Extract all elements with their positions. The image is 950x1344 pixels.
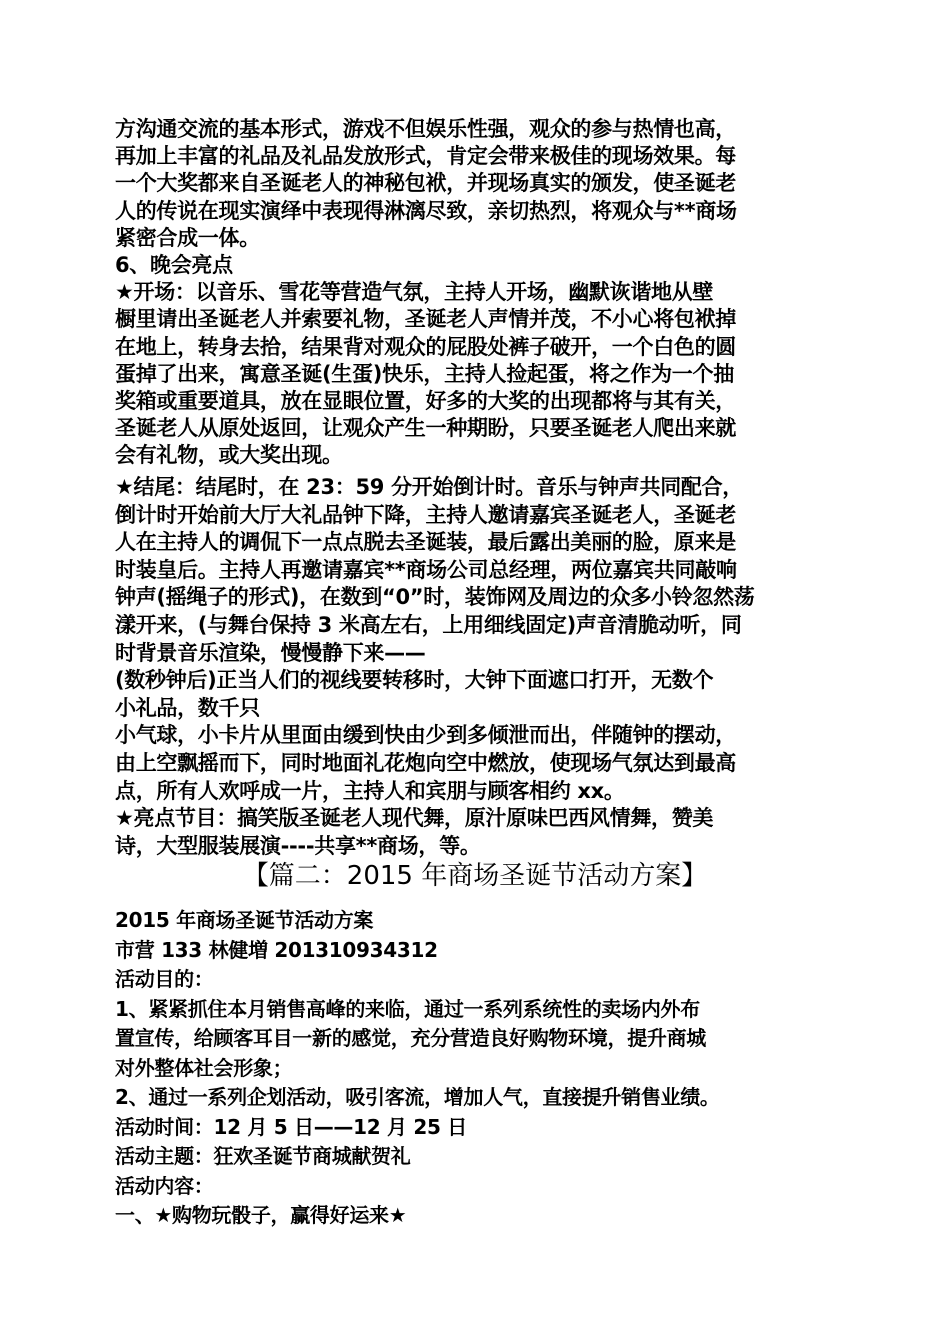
text-line: 会有礼物，或大奖出现。 (115, 443, 343, 468)
text-line: 紧密合成一体。 (115, 225, 260, 250)
text-line: 倒计时开始前大厅大礼品钟下降，主持人邀请嘉宾圣诞老人，圣诞老 (115, 502, 736, 527)
body-text-mid (115, 474, 840, 860)
text-line: 点，所有人欢呼成一片，主持人和宾朋与顾客相约 xx。 (115, 778, 625, 803)
body-text-top (115, 116, 840, 470)
text-line: 时装皇后。主持人再邀请嘉宾**商场公司总经理，两位嘉宾共同敲响 (115, 557, 737, 582)
text-line: 一个大奖都来自圣诞老人的神秘包袱，并现场真实的颁发，使圣诞老 (115, 171, 736, 196)
text-line: 2、通过一系列企划活动，吸引客流，增加人气，直接提升销售业绩。 (115, 1085, 720, 1109)
text-line: 人的传说在现实演绎中表现得淋漓尽致，亲切热烈，将观众与**商场 (115, 198, 737, 223)
text-line: 活动时间：12 月 5 日——12 月 25 日 (115, 1114, 467, 1139)
section-heading: 【篇二：2015 年商场圣诞节活动方案】 (242, 861, 708, 891)
text-line: 活动主题：狂欢圣诞节商城献贺礼 (115, 1144, 411, 1168)
plan-title: 2015 年商场圣诞节活动方案 (115, 908, 374, 932)
author-line: 市营 133 林健増 201310934312 (115, 937, 438, 962)
text-line: 诗，大型服装展演----共享**商场，等。 (115, 833, 481, 858)
text-line: ★亮点节目：搞笑版圣诞老人现代舞，原汁原味巴西风情舞，赞美 (115, 806, 714, 831)
text-line: 方沟通交流的基本形式，游戏不但娱乐性强，观众的参与热情也高， (115, 117, 736, 141)
text-line: 蛋掉了出来，寓意圣诞(生蛋)快乐，主持人捡起蛋，将之作为一个抽 (115, 361, 734, 386)
text-line: 再加上丰富的礼品及礼品发放形式，肯定会带来极佳的现场效果。每 (115, 144, 736, 169)
text-line: 1、紧紧抓住本月销售高峰的来临，通过一系列系统性的卖场内外布 (115, 996, 700, 1021)
text-line: 活动目的： (115, 967, 214, 991)
section-title: 6、晚会亮点 (115, 253, 233, 278)
text-line: ★开场：以音乐、雪花等营造气氛，主持人开场，幽默诙谐地从壁 (115, 280, 714, 305)
text-line: 对外整体社会形象； (115, 1055, 293, 1080)
text-line: ★结尾：结尾时，在 23：59 分开始倒计时。音乐与钟声共同配合， (115, 475, 743, 499)
text-line: 小气球，小卡片从里面由缓到快由少到多倾泄而出，伴随钟的摆动， (115, 723, 736, 748)
text-line: 一、★购物玩骰子，赢得好运来★ (115, 1203, 407, 1227)
text-line: 置宣传，给顾客耳目一新的感觉，充分营造良好购物环境，提升商城 (115, 1026, 706, 1050)
text-line: 漾开来，(与舞台保持 3 米高左右，上用细线固定)声音清脆动听，同 (115, 612, 742, 637)
text-line: (数秒钟后)正当人们的视线要转移时，大钟下面遮口打开，无数个 (115, 668, 714, 693)
text-line: 在地上，转身去拾，结果背对观众的屁股处裤子破开，一个白色的圆 (115, 334, 736, 359)
text-line: 人在主持人的调侃下一点点脱去圣诞装，最后露出美丽的脸，原来是 (115, 530, 736, 555)
text-line: 时背景音乐渲染，慢慢静下来—— (115, 640, 426, 665)
text-line: 钟声(摇绳子的形式)，在数到“0”时，装饰网及周边的众多小铃忽然荡 (115, 585, 755, 610)
text-line: 小礼品，数千只 (115, 695, 260, 720)
text-line: 橱里请出圣诞老人并索要礼物，圣诞老人声情并茂，不小心将包袱掉 (115, 307, 736, 332)
text-line: 活动内容： (115, 1173, 214, 1198)
text-line: 圣诞老人从原处返回，让观众产生一种期盼，只要圣诞老人爬出来就 (115, 416, 736, 441)
body-text-bottom (115, 906, 840, 1231)
text-line: 由上空飘摇而下，同时地面礼花炮向空中燃放，使现场气氛达到最高 (115, 750, 736, 775)
text-line: 奖箱或重要道具，放在显眼位置，好多的大奖的出现都将与其有关， (115, 389, 736, 414)
